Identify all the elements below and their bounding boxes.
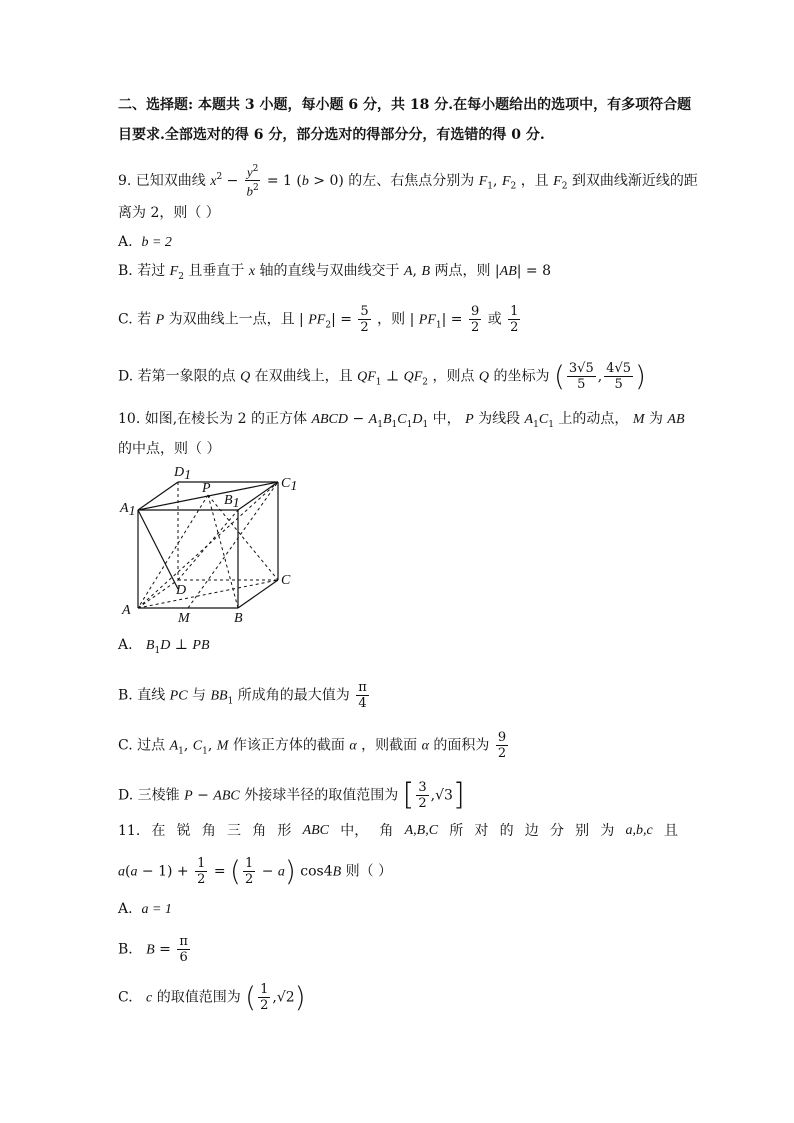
- q9-option-b[interactable]: B. 若过 $F_2$ 且垂直于 x 轴的直线与双曲线交于 A, B 两点，则 |AB| = 8: [118, 263, 552, 282]
- q9-stem-line2: 离为 2，则（ ）: [118, 205, 220, 221]
- q11-option-c[interactable]: C. c 的取值范围为 ( $\frac{1}{2}$ ,√2): [118, 980, 306, 1014]
- q9-option-d[interactable]: D. 若第一象限的点 Q 在双曲线上，且 $QF_1$ ⊥ $QF_2$ ，则点 Q 的坐标为 ( $\frac{3√5}{5}$ , $\frac{4√5}{5}$ ): [118, 359, 646, 393]
- label-p: P: [202, 481, 211, 496]
- label-c: C: [281, 573, 291, 588]
- q11-stem-line1: 11. 在 锐 角 三 角 形 ABC 中， 角 A,B,C 所 对 的 边 分 别 为 a,b,c 且: [118, 823, 678, 839]
- segment-a1-m-side: [138, 510, 178, 589]
- label-d: D: [176, 583, 187, 598]
- label-m: M: [178, 611, 190, 626]
- q10-option-b[interactable]: B. 直线 PC 与 $BB_1$ 所成角的最大值为 $\frac{\pi}{4}$: [118, 680, 367, 711]
- label-b1: B1: [224, 493, 240, 511]
- q11-stem-line2: a(a − 1) + $\frac{1}{2}$ = ( $\frac{1}{2}$ − a) cos4B 则（ ）: [118, 854, 393, 888]
- cube-figure: [118, 462, 308, 632]
- segment-ac1-hidden: [138, 482, 278, 608]
- q10-option-a[interactable]: A. $B_1D$ ⊥ PB: [118, 637, 210, 656]
- q11-option-b[interactable]: B. B = $\frac{\pi}{6}$: [118, 934, 188, 965]
- label-c1: C1: [281, 476, 298, 494]
- label-a1: A1: [120, 501, 136, 519]
- q9-stem-line1: 9. 已知双曲线 $x^2$ − $\frac{y^2}{b^2}$ = 1 (b > 0) 的左、右焦点分别为 $F_1$, $F_2$ ，且 $F_2$ 到双曲线渐近线的距: [118, 164, 698, 199]
- label-b: B: [234, 611, 243, 626]
- q9-option-c[interactable]: C. 若 P 为双曲线上一点，且 | $PF_2|$ = $\frac{5}{2}$ ，则 | $PF_1|$ = $\frac{9}{2}$ 或 $\frac{1}{2}$: [118, 304, 519, 335]
- q9-option-a[interactable]: A. b = 2: [118, 234, 172, 250]
- q10-option-d[interactable]: D. 三棱锥 P − ABC 外接球半径的取值范围为 [ $\frac{3}{2}$ ,√3]: [118, 777, 465, 813]
- segment-pc-hidden: [208, 495, 278, 580]
- q11-option-a[interactable]: A. a = 1: [118, 901, 172, 917]
- q10-option-c[interactable]: C. 过点 $A_1$, $C_1$, M 作该正方体的截面 α ，则截面 α 的面积为 $\frac{9}{2}$: [118, 730, 507, 761]
- q10-stem-line2: 的中点，则（ ）: [118, 441, 221, 457]
- section-header-line1: 二、选择题: 本题共 3 小题，每小题 6 分，共 18 分.在每小题给出的选项中，有多项符合题: [118, 97, 692, 113]
- label-a: A: [122, 603, 131, 618]
- label-d1: D1: [174, 465, 192, 483]
- q10-stem-line1: 10. 如图,在棱长为 2 的正方体 ABCD − $A_1B_1C_1D_1$ 中， P 为线段 $A_1C_1$ 上的动点， M 为 AB: [118, 411, 685, 430]
- segment-pa-hidden: [138, 495, 208, 608]
- segment-db1-hidden: [178, 510, 238, 580]
- section-header-line2: 目要求.全部选对的得 6 分，部分选对的得部分分，有选错的得 0 分.: [118, 127, 545, 143]
